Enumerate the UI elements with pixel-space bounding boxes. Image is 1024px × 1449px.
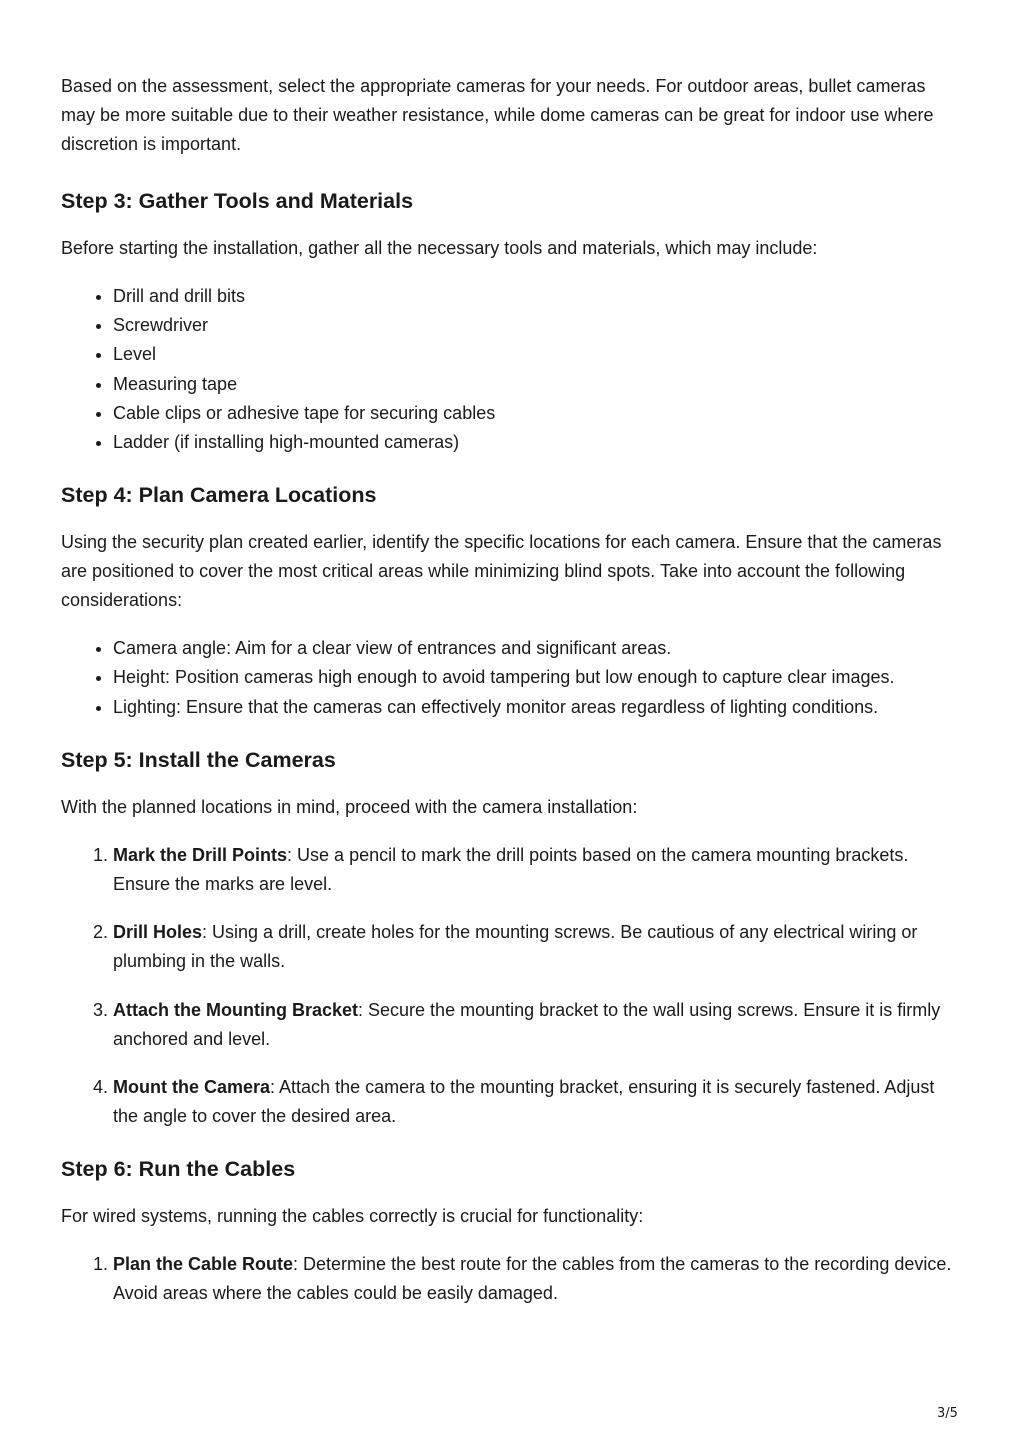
install-steps-list — [61, 841, 961, 1132]
list-item — [113, 1073, 961, 1131]
item-text: : Using a drill, create holes for the mounting screws. Be cautious of any electrical wiring or plumbing in the walls. — [113, 922, 918, 972]
step4-heading: Step 4: Plan Camera Locations — [61, 483, 377, 508]
step5-paragraph: With the planned locations in mind, proceed with the camera installation: — [61, 796, 638, 817]
document-page — [61, 72, 961, 1308]
item-text: : Determine the best route for the cables from the cameras to the recording device. Avoid areas where the cables could be easily damaged. — [113, 1254, 952, 1304]
step4-paragraph: Using the security plan created earlier, identify the specific locations for each camera. Ensure that the cameras are positioned to cover the most critical areas while minimizing blind spots. Take into account the following considerations: — [61, 532, 942, 611]
list-item: • Screwdriver — [113, 311, 961, 340]
cable-steps-list — [61, 1250, 961, 1308]
list-item — [113, 841, 961, 899]
list-item — [113, 996, 961, 1054]
intro-paragraph: Based on the assessment, select the appropriate cameras for your needs. For outdoor areas, bullet cameras may be more suitable due to their weather resistance, while dome cameras can be great for indoor use where discretion is important. — [61, 76, 934, 154]
list-item — [113, 1250, 961, 1308]
list-item — [113, 918, 961, 976]
list-item: • Ladder (if installing high-mounted cameras) — [113, 428, 961, 457]
step6-paragraph: For wired systems, running the cables correctly is crucial for functionality: — [61, 1206, 644, 1227]
considerations-list — [61, 634, 961, 722]
step3-heading: Step 3: Gather Tools and Materials — [61, 189, 414, 213]
list-item: • Height: Position cameras high enough to avoid tampering but low enough to capture clear images. — [113, 663, 961, 692]
step5-heading: Step 5: Install the Cameras — [61, 747, 336, 772]
list-item: • Level — [113, 340, 961, 369]
item-text: : Use a pencil to mark the drill points based on the camera mounting brackets. Ensure the marks are level. — [113, 844, 909, 894]
item-bold-label: Plan the Cable Route — [113, 1254, 294, 1275]
step3-paragraph: Before starting the installation, gather all the necessary tools and materials, which may include: — [61, 238, 818, 258]
list-item: • Camera angle: Aim for a clear view of entrances and significant areas. — [113, 634, 961, 663]
tools-list — [61, 282, 961, 457]
item-bold-label: Mark the Drill Points — [113, 844, 288, 865]
list-item: • Lighting: Ensure that the cameras can effectively monitor areas regardless of lighting conditions. — [113, 693, 961, 722]
item-bold-label: Attach the Mounting Bracket — [113, 999, 359, 1020]
item-text: : Attach the camera to the mounting bracket, ensuring it is securely fastened. Adjust the angle to cover the desired area. — [113, 1077, 935, 1127]
item-bold-label: Drill Holes — [113, 922, 203, 943]
item-bold-label: Mount the Camera — [113, 1077, 271, 1098]
list-item: • Measuring tape — [113, 370, 961, 399]
list-item: • Cable clips or adhesive tape for securing cables — [113, 399, 961, 428]
step6-heading: Step 6: Run the Cables — [61, 1157, 296, 1182]
page-number: 3/5 — [937, 1406, 958, 1421]
list-item: • Drill and drill bits — [113, 282, 961, 311]
item-text: : Secure the mounting bracket to the wall using screws. Ensure it is firmly anchored and level. — [113, 999, 941, 1049]
